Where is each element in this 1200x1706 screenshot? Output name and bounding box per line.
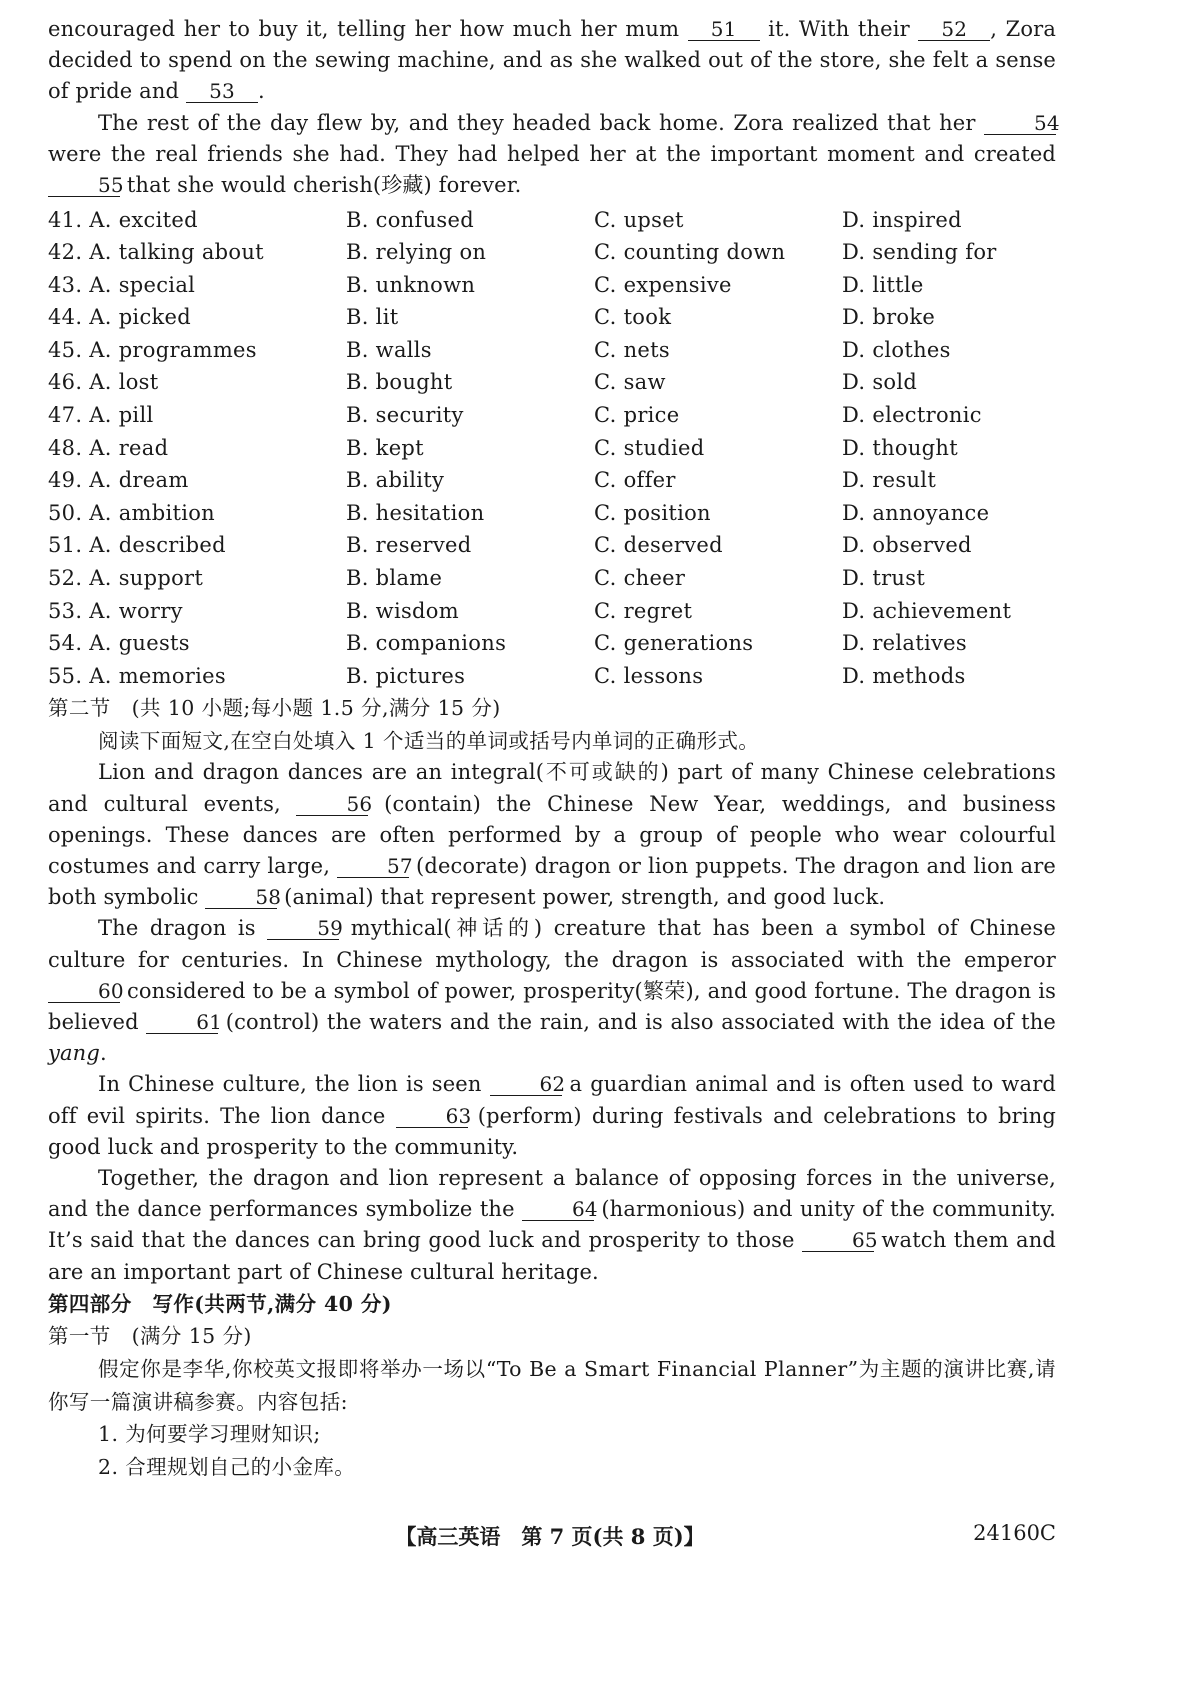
option-b: B. reserved bbox=[346, 533, 472, 558]
text-run: The dragon is bbox=[98, 916, 268, 941]
option-row-52 bbox=[48, 562, 1056, 595]
blank-65: 65 bbox=[802, 1229, 874, 1252]
option-row-44 bbox=[48, 301, 1056, 334]
option-b: B. pictures bbox=[346, 663, 466, 688]
option-row-51 bbox=[48, 529, 1056, 562]
option-b: B. companions bbox=[346, 631, 507, 656]
text-run: In Chinese culture, the lion is seen bbox=[98, 1072, 490, 1097]
text-run: mythical(神话的) creature that has been a symbol of Chinese culture for centuries. In Chinese mythology, the dragon is associated with the emperor bbox=[48, 916, 1056, 972]
text-run: (perform) during festivals and celebrations to bring good luck and prosperity to the community. bbox=[48, 1103, 1056, 1159]
option-b: B. security bbox=[346, 403, 464, 428]
option-row-49 bbox=[48, 464, 1056, 497]
option-b: B. wisdom bbox=[346, 598, 459, 623]
option-row-41 bbox=[48, 203, 1056, 236]
text-run: (harmonious) and unity of the community. It’s said that the dances can bring good luck and prosperity to those bbox=[48, 1197, 1056, 1253]
blank-51: 51 bbox=[688, 18, 760, 41]
text-run: it. With their bbox=[759, 17, 919, 41]
option-d: D. relatives bbox=[842, 631, 967, 656]
option-a: 52. A. support bbox=[48, 566, 204, 591]
grammar-paragraph-3 bbox=[48, 1069, 1056, 1163]
option-b: B. hesitation bbox=[346, 500, 485, 525]
option-row-48 bbox=[48, 431, 1056, 464]
blank-53: 53 bbox=[186, 80, 258, 103]
option-a: 55. A. memories bbox=[48, 663, 226, 688]
option-d: D. trust bbox=[842, 566, 926, 591]
option-a: 47. A. pill bbox=[48, 403, 154, 428]
text-run: Lion and dragon dances are an integral(不可或缺的) part of many Chinese celebrations and cultural events, bbox=[48, 760, 1056, 816]
writing-prompt: 假定你是李华,你校英文报即将举办一场以“To Be a Smart Financial Planner”为主题的演讲比赛,请你写一篇演讲稿参赛。内容包括: bbox=[48, 1356, 1056, 1414]
option-a: 45. A. programmes bbox=[48, 337, 257, 362]
option-c: C. took bbox=[594, 305, 672, 330]
text-run: The rest of the day flew by, and they headed back home. Zora realized that her bbox=[98, 110, 984, 135]
part-4-heading: 第四部分 写作(共两节,满分 40 分) bbox=[48, 1291, 392, 1316]
blank-58: 58 bbox=[205, 886, 277, 909]
option-b: B. walls bbox=[346, 337, 432, 362]
blank-62: 62 bbox=[490, 1073, 562, 1096]
section-2-instruction: 阅读下面短文,在空白处填入 1 个适当的单词或括号内单词的正确形式。 bbox=[98, 728, 760, 753]
option-a: 46. A. lost bbox=[48, 370, 159, 395]
page-footer bbox=[0, 1521, 1100, 1551]
option-d: D. broke bbox=[842, 305, 936, 330]
option-b: B. relying on bbox=[346, 240, 487, 265]
option-d: D. sold bbox=[842, 370, 918, 395]
exam-page bbox=[48, 14, 1060, 1483]
option-a: 41. A. excited bbox=[48, 207, 198, 232]
option-a: 44. A. picked bbox=[48, 305, 192, 330]
option-d: D. thought bbox=[842, 435, 958, 460]
blank-59: 59 bbox=[267, 917, 339, 940]
option-a: 51. A. described bbox=[48, 533, 226, 558]
text-run: considered to be a symbol of power, prosperity(繁荣), and good fortune. The dragon is believed bbox=[48, 978, 1056, 1034]
option-c: C. position bbox=[594, 500, 711, 525]
text-run: watch them and are an important part of Chinese cultural heritage. bbox=[48, 1228, 1056, 1284]
grammar-paragraph-2 bbox=[48, 913, 1056, 1069]
text-run: a guardian animal and is often used to ward off evil spirits. The lion dance bbox=[48, 1072, 1056, 1128]
option-d: D. little bbox=[842, 272, 924, 297]
option-b: B. unknown bbox=[346, 272, 476, 297]
option-row-43 bbox=[48, 268, 1056, 301]
text-run: (decorate) dragon or lion puppets. The dragon and lion are both symbolic bbox=[48, 853, 1056, 910]
option-a: 49. A. dream bbox=[48, 468, 189, 493]
section-2-heading: 第二节 (共 10 小题;每小题 1.5 分,满分 15 分) bbox=[48, 696, 501, 721]
option-row-50 bbox=[48, 497, 1056, 530]
option-c: C. generations bbox=[594, 631, 754, 656]
text-run: . bbox=[99, 1041, 107, 1066]
blank-52: 52 bbox=[918, 18, 990, 41]
option-row-53 bbox=[48, 594, 1056, 627]
option-c: C. saw bbox=[594, 370, 666, 395]
option-c: C. upset bbox=[594, 207, 684, 232]
exam-code: 24160C bbox=[973, 1521, 1056, 1545]
option-c: C. lessons bbox=[594, 663, 704, 688]
option-b: B. lit bbox=[346, 305, 399, 330]
option-d: D. annoyance bbox=[842, 500, 990, 525]
option-a: 50. A. ambition bbox=[48, 500, 216, 525]
option-c: C. counting down bbox=[594, 240, 786, 265]
option-c: C. expensive bbox=[594, 272, 732, 297]
option-row-54 bbox=[48, 627, 1056, 660]
option-row-42 bbox=[48, 236, 1056, 269]
grammar-paragraph-1 bbox=[48, 757, 1056, 913]
blank-57: 57 bbox=[337, 855, 409, 878]
option-c: C. cheer bbox=[594, 566, 686, 591]
option-d: D. inspired bbox=[842, 207, 962, 232]
text-run: . bbox=[257, 79, 265, 104]
option-a: 53. A. worry bbox=[48, 598, 183, 623]
option-c: C. offer bbox=[594, 468, 676, 493]
text-run: encouraged her to buy it, telling her how much her mum bbox=[48, 17, 688, 41]
blank-60: 60 bbox=[48, 980, 120, 1003]
page-number-label: 【高三英语 第 7 页(共 8 页)】 bbox=[395, 1524, 705, 1549]
option-row-45 bbox=[48, 334, 1056, 367]
option-b: B. bought bbox=[346, 370, 453, 395]
cloze-paragraph-final bbox=[48, 108, 1060, 202]
option-b: B. kept bbox=[346, 435, 424, 460]
writing-requirement-2: 2. 合理规划自己的小金库。 bbox=[98, 1454, 356, 1479]
text-run: (contain) the Chinese New Year, weddings, and business openings. These dances are often performed by a group of people who wear colourful costumes and carry large, bbox=[48, 791, 1056, 878]
option-d: D. electronic bbox=[842, 403, 982, 428]
blank-54: 54 bbox=[984, 112, 1056, 135]
blank-55: 55 bbox=[48, 174, 120, 197]
option-d: D. observed bbox=[842, 533, 972, 558]
text-run: that she would cherish(珍藏) forever. bbox=[120, 173, 522, 198]
cloze-paragraph-tail bbox=[48, 14, 1056, 108]
option-d: D. clothes bbox=[842, 337, 951, 362]
option-d: D. methods bbox=[842, 663, 966, 688]
option-row-55 bbox=[48, 660, 1056, 693]
option-a: 43. A. special bbox=[48, 272, 196, 297]
option-d: D. result bbox=[842, 468, 937, 493]
option-c: C. regret bbox=[594, 598, 693, 623]
writing-requirement-1: 1. 为何要学习理财知识; bbox=[98, 1422, 321, 1447]
options-table bbox=[48, 203, 1056, 692]
part-4-section-1-heading: 第一节 (满分 15 分) bbox=[48, 1324, 252, 1349]
option-a: 42. A. talking about bbox=[48, 240, 264, 265]
text-run: (animal) that represent power, strength, and good luck. bbox=[277, 885, 886, 910]
option-c: C. nets bbox=[594, 337, 670, 362]
text-run-italic: yang bbox=[48, 1041, 100, 1066]
blank-64: 64 bbox=[522, 1198, 594, 1221]
option-b: B. ability bbox=[346, 468, 445, 493]
blank-61: 61 bbox=[146, 1011, 218, 1034]
text-run: were the real friends she had. They had helped her at the important moment and created bbox=[48, 141, 1056, 166]
option-c: C. studied bbox=[594, 435, 705, 460]
option-d: D. sending for bbox=[842, 240, 997, 265]
option-a: 54. A. guests bbox=[48, 631, 190, 656]
option-row-46 bbox=[48, 366, 1056, 399]
blank-56: 56 bbox=[296, 793, 368, 816]
option-c: C. deserved bbox=[594, 533, 723, 558]
option-a: 48. A. read bbox=[48, 435, 169, 460]
option-b: B. confused bbox=[346, 207, 474, 232]
option-c: C. price bbox=[594, 403, 680, 428]
text-run: Together, the dragon and lion represent a balance of opposing forces in the universe, and the dance performances symbolize the bbox=[48, 1165, 1056, 1222]
text-run: , Zora decided to spend on the sewing machine, and as she walked out of the store, she felt a sense of pride and bbox=[48, 17, 1057, 104]
text-run: (control) the waters and the rain, and is also associated with the idea of the bbox=[218, 1009, 1056, 1034]
option-row-47 bbox=[48, 399, 1056, 432]
option-d: D. achievement bbox=[842, 598, 1012, 623]
option-b: B. blame bbox=[346, 566, 443, 591]
grammar-paragraph-4 bbox=[48, 1163, 1056, 1288]
blank-63: 63 bbox=[396, 1105, 468, 1128]
